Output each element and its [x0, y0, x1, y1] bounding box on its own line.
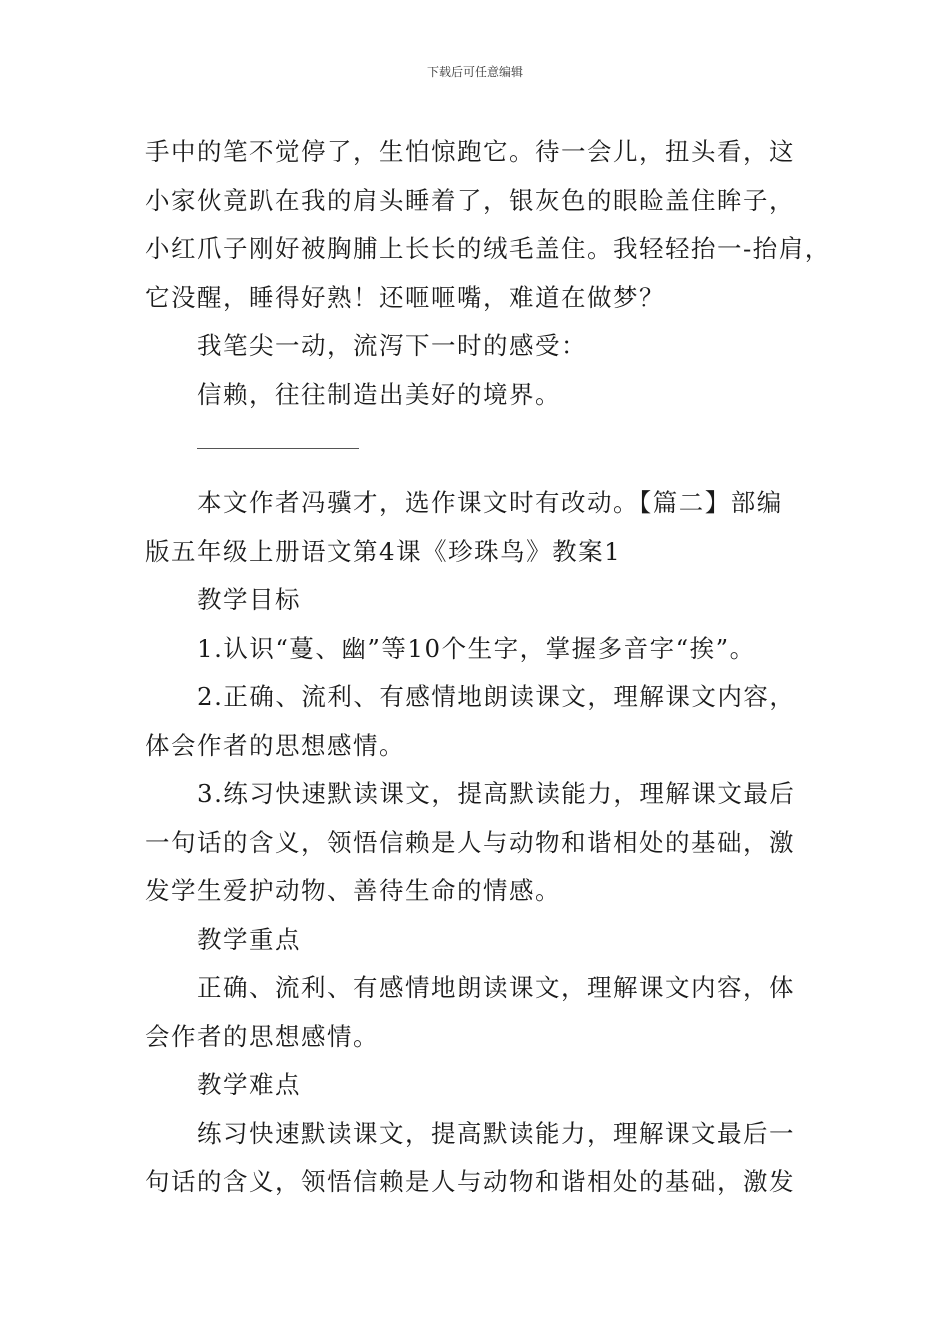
paragraph-author-note [145, 479, 813, 576]
heading-difficulties: 教学难点 [197, 1070, 301, 1099]
text-line: 它没醒，睡得好熟！还咂咂嘴，难道在做梦？ [145, 282, 665, 312]
text-line: 3.练习快速默读课文，提高默读能力，理解课文最后 [197, 779, 796, 808]
text-line: 一句话的含义，领悟信赖是人与动物和谐相处的基础，激 [145, 827, 795, 857]
text-line: 手中的笔不觉停了，生怕惊跑它。待一会儿，扭头看，这 [145, 137, 795, 166]
goal-item-3 [145, 770, 813, 916]
footnote-divider [145, 419, 813, 479]
text-line: 小红爪子刚好被胸脯上长长的绒毛盖住。我轻轻抬一-抬肩， [145, 234, 831, 263]
paragraph-difficulties [145, 1110, 813, 1207]
heading-teaching-goals: 教学目标 [197, 585, 301, 614]
paragraph-key-points [145, 964, 813, 1061]
text-line: 本文作者冯骥才，选作课文时有改动。【篇二】部编 [197, 488, 783, 517]
document-body [145, 128, 831, 1207]
text-line: 句话的含义，领悟信赖是人与动物和谐相处的基础，激发 [145, 1167, 795, 1196]
text-line: 体会作者的思想感情。 [145, 730, 405, 760]
heading-key-points: 教学重点 [197, 924, 301, 954]
text-line: 2.正确、流利、有感情地朗读课文，理解课文内容， [197, 682, 796, 711]
paragraph-trust-quote: 信赖，往往制造出美好的境界。 [197, 379, 561, 409]
goal-item-2 [145, 673, 813, 770]
paragraph-story-ending [145, 128, 831, 322]
text-line: 小家伙竟趴在我的肩头睡着了，银灰色的眼睑盖住眸子， [145, 185, 795, 215]
page-header: 下载后可任意编辑 [426, 65, 523, 79]
divider-line [197, 448, 359, 449]
text-line: 练习快速默读课文，提高默读能力，理解课文最后一 [197, 1118, 795, 1148]
text-line: 会作者的思想感情。 [145, 1021, 379, 1051]
paragraph-feeling: 我笔尖一动，流泻下一时的感受： [197, 331, 587, 360]
text-line: 发学生爱护动物、善待生命的情感。 [145, 876, 561, 905]
text-line: 版五年级上册语文第4课《珍珠鸟》教案1 [145, 536, 622, 566]
text-line: 正确、流利、有感情地朗读课文，理解课文内容，体 [197, 973, 795, 1002]
goal-item-1: 1.认识“蔓、幽”等10个生字，掌握多音字“挨”。 [197, 633, 756, 663]
